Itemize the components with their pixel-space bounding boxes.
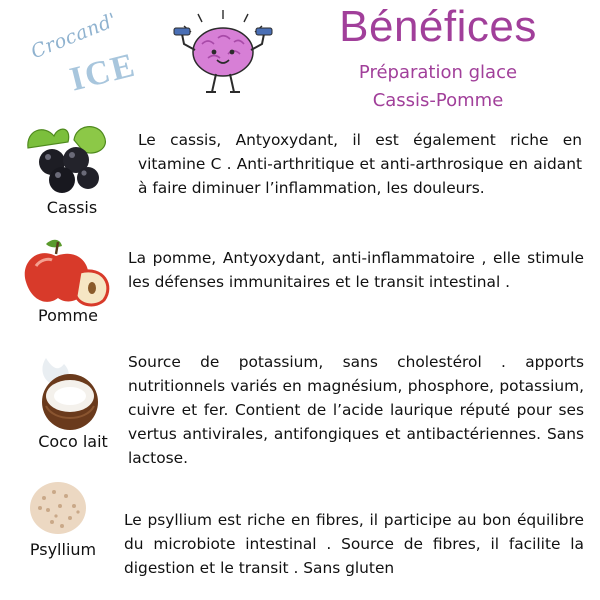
item-text-psyllium: Le psyllium est riche en fibres, il participe au bon équilibre du microbiote intestinal . Source de fibres, il facilite la digestion et le transit . Sans gluten (124, 511, 584, 577)
logo-line-2: ICE (66, 46, 140, 99)
item-label-psyllium: Psyllium (29, 540, 97, 559)
page-title: Bénéfices (339, 2, 537, 51)
subtitle-line-2: Cassis-Pomme (372, 90, 504, 111)
subtitle-line-1: Préparation glace (358, 62, 518, 83)
item-label-pomme: Pomme (38, 306, 98, 325)
logo-line-1: Crocand' (27, 8, 121, 64)
brain-mascot-icon (168, 8, 278, 104)
apple-icon (16, 236, 116, 308)
brand-logo (18, 8, 148, 104)
item-text-coco-lait: Source de potassium, sans cholestérol . apports nutritionnels variés en magnésium, phosphore, potassium, cuivre et fer. Contient de l’acide laurique réputé pour ses vertus antivirales, antifongiques et antibactériennes. Sans lactose. (128, 353, 584, 467)
item-text-cassis: Le cassis, Antyoxydant, il est également riche en vitamine C . Anti-arthritique et anti-arthrosique en aidant à faire diminuer l’inflammation, les douleurs. (138, 131, 582, 197)
item-text-pomme: La pomme, Antyoxydant, anti-inflammatoire , elle stimule les défenses immunitaires et le transit intestinal . (128, 249, 584, 291)
psyllium-icon (26, 478, 90, 538)
blackcurrant-icon (22, 118, 112, 196)
item-label-cassis: Cassis (46, 198, 98, 217)
coconut-icon (24, 352, 110, 430)
item-label-coco-lait: Coco lait (38, 432, 108, 451)
